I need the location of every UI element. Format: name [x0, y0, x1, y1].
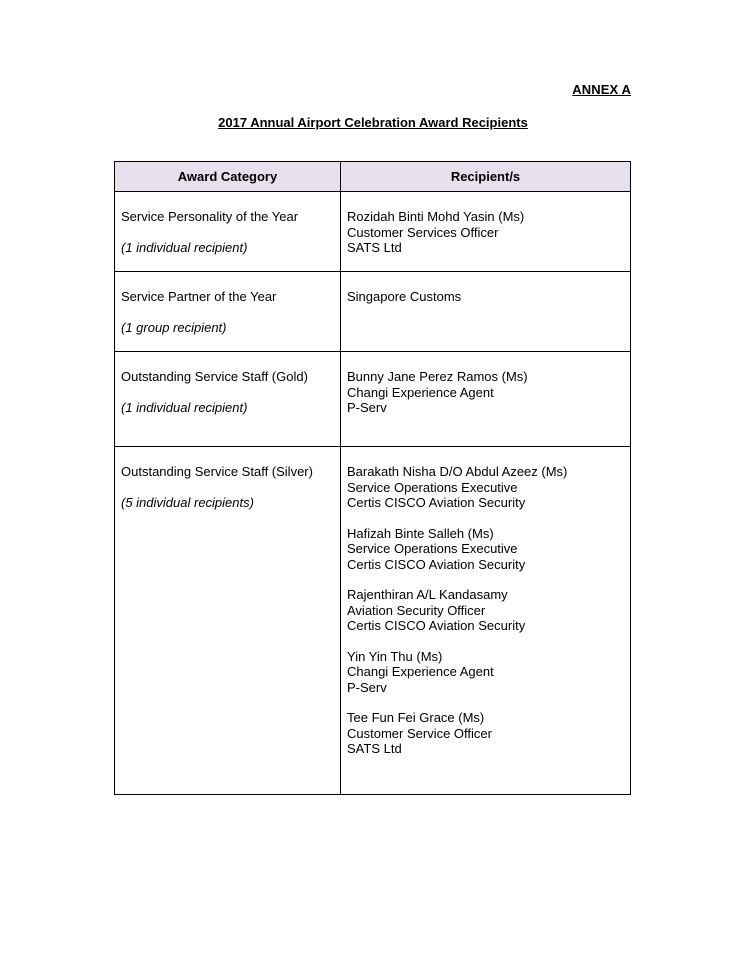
recipient-org: Certis CISCO Aviation Security	[347, 556, 526, 572]
category-note: (5 individual recipients)	[121, 494, 254, 510]
table-header-row	[115, 162, 631, 192]
table-row	[115, 192, 631, 272]
recipient-org: P-Serv	[347, 400, 387, 415]
recipient-name: Singapore Customs	[347, 289, 462, 304]
recipient-org: Certis CISCO Aviation Security	[347, 495, 526, 510]
recipient-role: Customer Service Officer	[347, 725, 492, 741]
recipients-cell	[341, 447, 631, 795]
recipient-org: SATS Ltd	[347, 240, 402, 255]
category-note: (1 individual recipient)	[121, 399, 248, 415]
table-row	[115, 447, 631, 795]
recipient-entry	[347, 369, 624, 416]
category-cell	[115, 447, 341, 795]
recipient-entry	[347, 289, 624, 305]
table-row	[115, 352, 631, 447]
recipient-org: P-Serv	[347, 679, 387, 695]
recipient-entry	[347, 710, 624, 757]
recipient-role: Aviation Security Officer	[347, 602, 486, 618]
category-cell	[115, 272, 341, 352]
recipients-cell	[341, 192, 631, 272]
recipient-name: Hafizah Binte Salleh (Ms)	[347, 525, 494, 541]
recipients-cell	[341, 272, 631, 352]
category-name: Outstanding Service Staff (Gold)	[121, 369, 308, 384]
table-row	[115, 272, 631, 352]
document-title: 2017 Annual Airport Celebration Award Recipients	[218, 115, 528, 130]
header-recipients: Recipient/s	[341, 162, 631, 192]
category-cell	[115, 192, 341, 272]
recipient-org: SATS Ltd	[347, 741, 402, 756]
recipient-role: Changi Experience Agent	[347, 384, 494, 400]
recipient-role: Changi Experience Agent	[347, 664, 494, 679]
header-award-category: Award Category	[115, 162, 341, 192]
recipient-entry	[347, 526, 624, 573]
recipient-entry	[347, 649, 624, 696]
recipient-entry	[347, 587, 624, 634]
recipient-role: Service Operations Executive	[347, 479, 518, 495]
category-name: Service Partner of the Year	[121, 289, 277, 304]
recipient-org: Certis CISCO Aviation Security	[347, 618, 526, 633]
recipient-entry	[347, 209, 624, 256]
recipient-role: Service Operations Executive	[347, 541, 518, 556]
category-cell	[115, 352, 341, 447]
award-recipients-table	[114, 161, 631, 795]
recipients-cell	[341, 352, 631, 447]
annex-label: ANNEX A	[572, 82, 631, 97]
recipient-role: Customer Services Officer	[347, 224, 499, 240]
category-note: (1 group recipient)	[121, 319, 227, 335]
recipient-name: Barakath Nisha D/O Abdul Azeez (Ms)	[347, 464, 568, 479]
recipient-name: Rozidah Binti Mohd Yasin (Ms)	[347, 209, 525, 224]
recipient-name: Yin Yin Thu (Ms)	[347, 648, 443, 664]
recipient-entry	[347, 464, 624, 511]
category-name: Service Personality of the Year	[121, 209, 299, 224]
recipient-name: Bunny Jane Perez Ramos (Ms)	[347, 369, 528, 384]
category-note: (1 individual recipient)	[121, 239, 248, 255]
category-name: Outstanding Service Staff (Silver)	[121, 464, 313, 479]
recipient-name: Tee Fun Fei Grace (Ms)	[347, 710, 485, 725]
recipient-name: Rajenthiran A/L Kandasamy	[347, 587, 508, 602]
